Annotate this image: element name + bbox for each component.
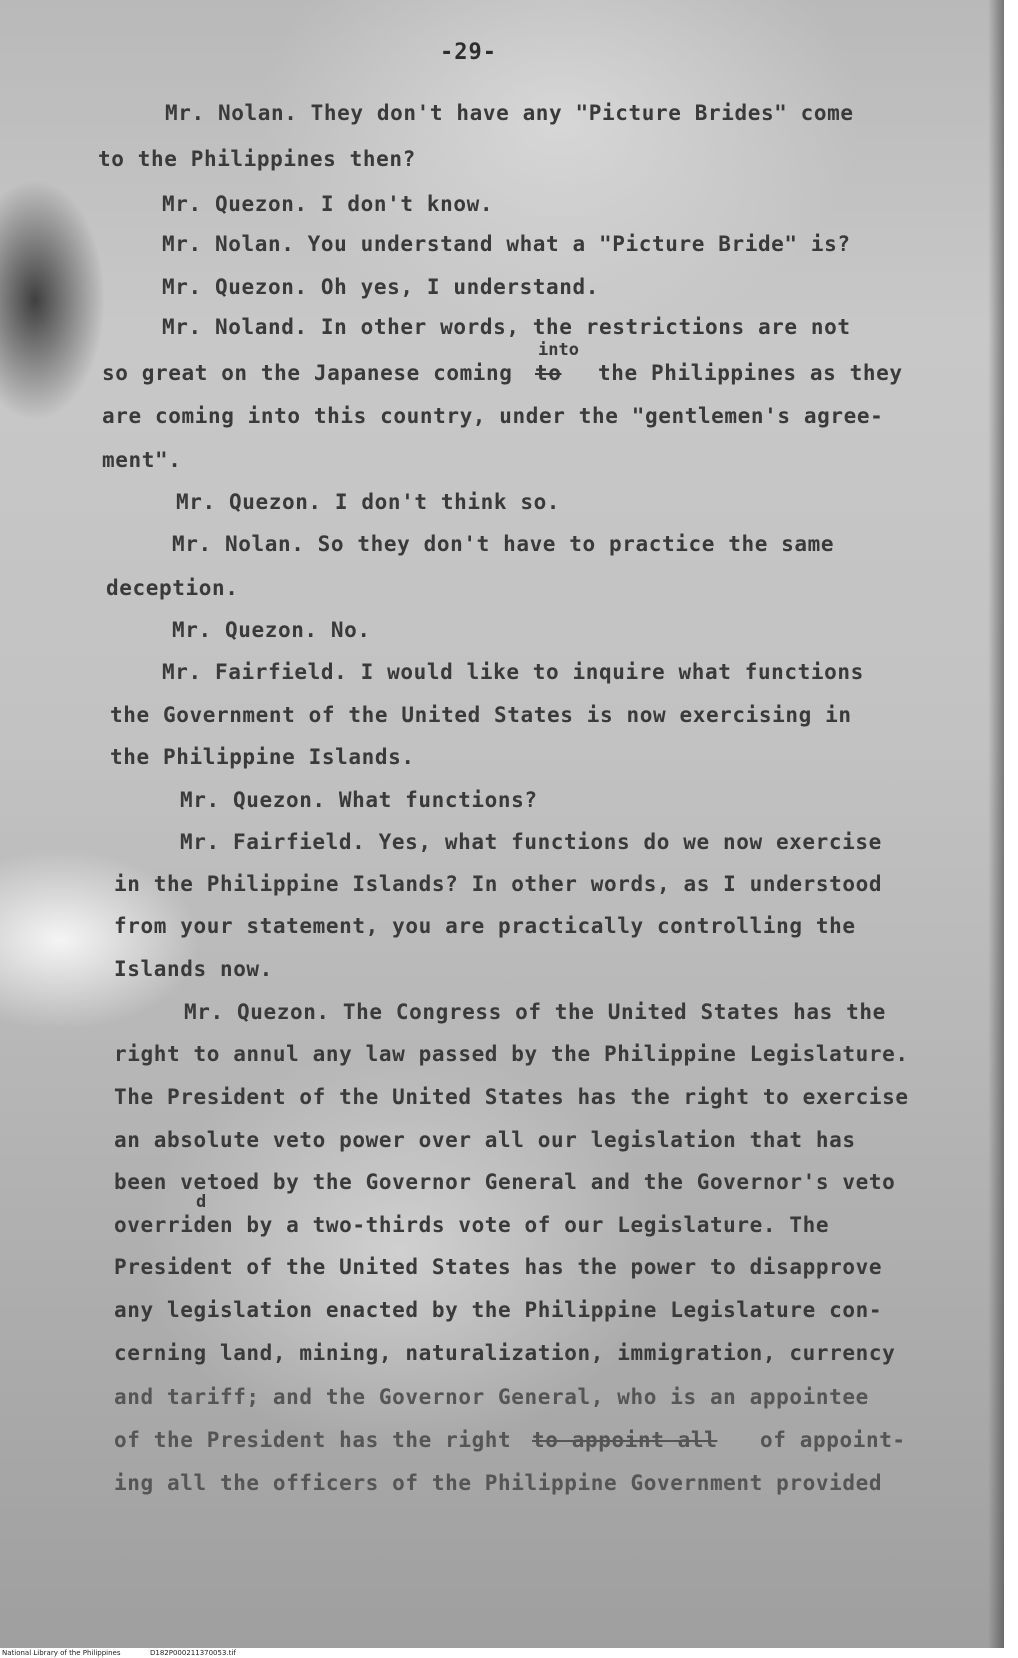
text-line: an absolute veto power over all our legislation that has: [114, 1128, 856, 1152]
text-line: Mr. Noland. In other words, the restrictions are not: [162, 315, 851, 339]
page-edge-shadow: [988, 0, 1004, 1648]
text-line: right to annul any law passed by the Philippine Legislature.: [114, 1042, 909, 1066]
text-line: Mr. Quezon. What functions?: [180, 788, 538, 812]
footer-filename: D182P000211370053.tif: [150, 1649, 236, 1657]
text-line: President of the United States has the power to disapprove: [114, 1255, 883, 1279]
text-line: been vetoed by the Governor General and the Governor's veto: [114, 1170, 896, 1194]
handwritten-insertion: into: [538, 340, 579, 360]
text-line: Mr. Fairfield. I would like to inquire what functions: [162, 660, 864, 684]
text-line: in the Philippine Islands? In other words, as I understood: [114, 872, 883, 896]
text-line: deception.: [106, 576, 239, 600]
struck-phrase: to appoint all: [532, 1428, 718, 1452]
text-line: to the Philippines then?: [98, 147, 416, 171]
text-line: the Philippine Islands.: [110, 745, 415, 769]
text-line: Mr. Nolan. You understand what a "Picture Bride" is?: [162, 232, 851, 256]
text-line: Mr. Nolan. So they don't have to practice the same: [172, 532, 835, 556]
text-line: Mr. Quezon. No.: [172, 618, 371, 642]
text-line: Mr. Nolan. They don't have any "Picture Brides" come: [165, 101, 854, 125]
text-line: so great on the Japanese coming: [102, 361, 513, 385]
text-line: Mr. Fairfield. Yes, what functions do we now exercise: [180, 830, 882, 854]
text-line: Islands now.: [114, 957, 273, 981]
page-number: -29-: [440, 40, 497, 65]
text-line: ing all the officers of the Philippine Government provided: [114, 1471, 883, 1495]
text-line: are coming into this country, under the "gentlemen's agree-: [102, 404, 884, 428]
text-line: Mr. Quezon. I don't think so.: [176, 490, 561, 514]
text-line: of appoint-: [760, 1428, 906, 1452]
text-line: ment".: [102, 448, 182, 472]
text-line: Mr. Quezon. The Congress of the United States has the: [184, 1000, 886, 1024]
footer-library: National Library of the Philippines: [2, 1649, 121, 1657]
scan-footer: [0, 1648, 1018, 1658]
text-line: the Government of the United States is now exercising in: [110, 703, 852, 727]
text-line: and tariff; and the Governor General, who is an appointee: [114, 1385, 869, 1409]
text-line: overriden by a two-thirds vote of our Legislature. The: [114, 1213, 830, 1237]
text-line: of the President has the right: [114, 1428, 512, 1452]
text-line: any legislation enacted by the Philippine Legislature con-: [114, 1298, 883, 1322]
text-line: cerning land, mining, naturalization, immigration, currency: [114, 1341, 896, 1365]
text-line: The President of the United States has the right to exercise: [114, 1085, 909, 1109]
text-line: Mr. Quezon. I don't know.: [162, 192, 494, 216]
text-line: from your statement, you are practically controlling the: [114, 914, 856, 938]
text-line: Mr. Quezon. Oh yes, I understand.: [162, 275, 600, 299]
handwritten-insertion: d: [196, 1192, 207, 1212]
struck-word: to: [535, 361, 562, 385]
text-line: the Philippines as they: [598, 361, 903, 385]
